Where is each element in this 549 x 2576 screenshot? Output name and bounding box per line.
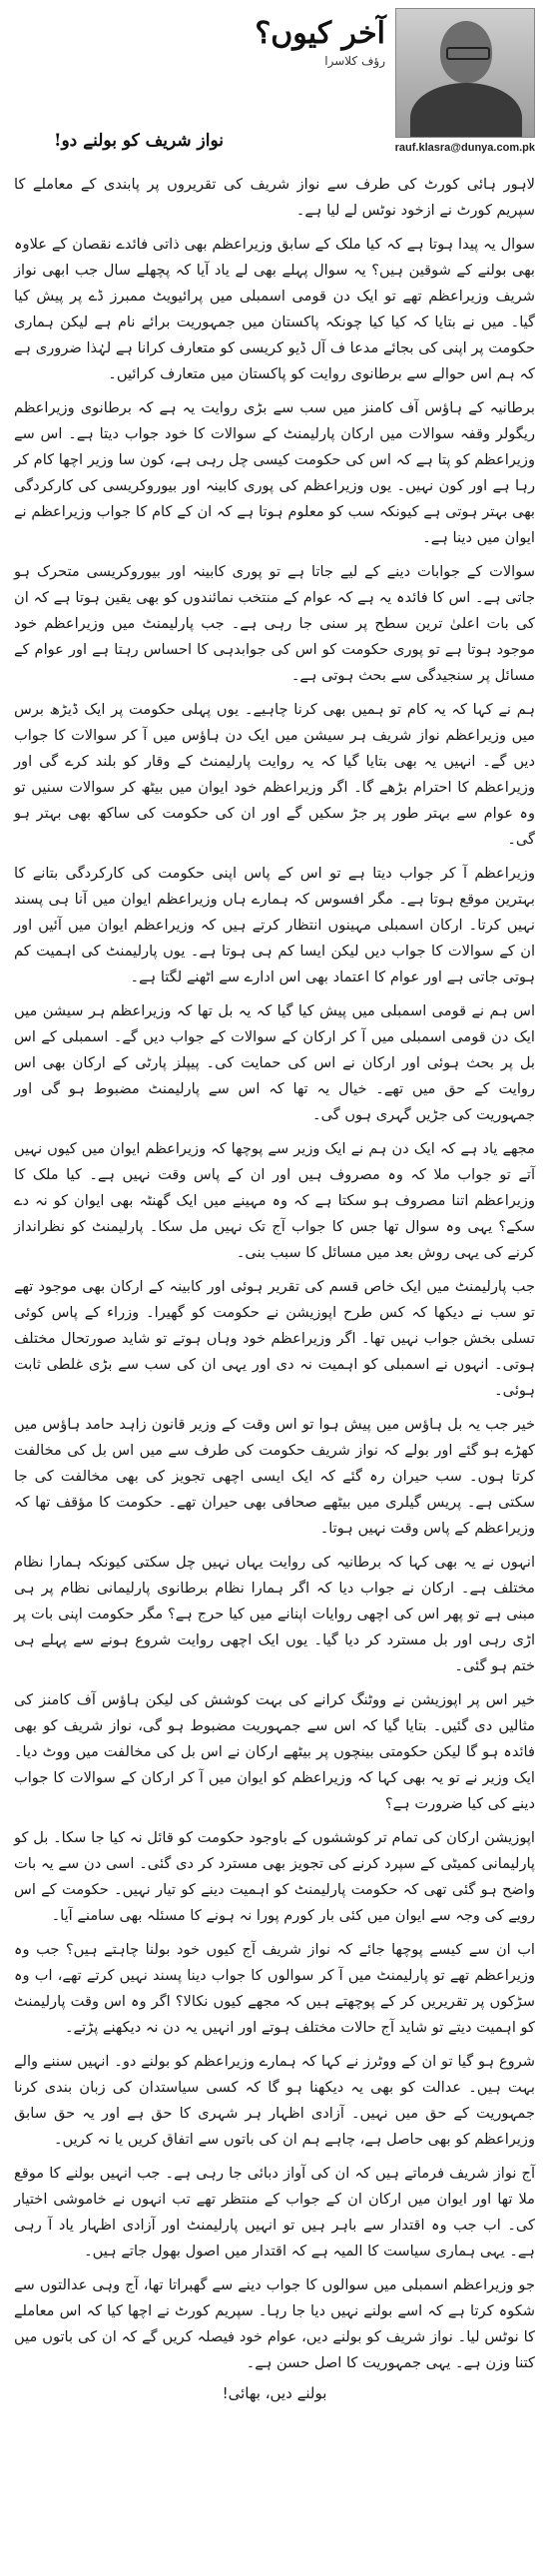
article-title: نواز شریف کو بولنے دو! [54,131,224,151]
column-brand-block [246,16,385,68]
author-photo [395,8,535,138]
paragraph: اپوزیشن ارکان کی تمام تر کوششوں کے باوجود حکومت کو قائل نہ کیا جا سکا۔ بل کو پارلیمانی کمیٹی کے سپرد کرنے کی تجویز بھی مسترد کر دی گئی۔ اسی دن سے یہ بات واضح ہو گئی تھی کہ حکومت پارلیمنٹ کو اہمیت دینے کو تیار نہیں۔ حکومت کے اس رویے کی وجہ سے ایوان میں کئی بار کورم پورا نہ ہونے کا مسئلہ بھی سامنے آیا۔ [14,1829,535,1924]
paragraph: وزیراعظم آ کر جواب دیتا ہے تو اس کے پاس اپنی حکومت کی کارکردگی بتانے کا بہترین موقع ہوتا ہے۔ مگر افسوس کہ ہمارے ہاں وزیراعظم ایوان میں آنا ہی پسند نہیں کرتا۔ ارکان اسمبلی مہینوں انتظار کرتے ہیں کہ وزیراعظم ایوان میں آئیں اور ان کے سوالات کا جواب دیں لیکن ایسا کم ہی ہوتا ہے۔ یوں پارلیمنٹ کی اہمیت کم ہوتی جاتی ہے اور عوام کا اعتماد بھی اس ادارے سے اٹھنے لگتا ہے۔ [14,865,535,985]
author-name: رؤف کلاسرا [324,54,385,68]
paragraph: مجھے یاد ہے کہ ایک دن ہم نے ایک وزیر سے پوچھا کہ وزیراعظم ایوان میں کیوں نہیں آتے تو جواب ملا کہ وہ مصروف ہیں اور ان کے پاس وقت نہیں ہے۔ کیا ملک کا وزیراعظم اتنا مصروف ہو سکتا ہے کہ وہ مہینے میں ایک گھنٹہ بھی ایوان کو نہ دے سکے؟ یہی وہ سوال تھا جس کا جواب آج تک نہیں مل سکا۔ پارلیمنٹ کو نظرانداز کرنے کی یہی روش بعد میں مسائل کا سبب بنی۔ [14,1140,535,1261]
paragraph: سوالات کے جوابات دینے کے لیے جاتا ہے تو پوری کابینہ اور بیوروکریسی متحرک ہو جاتی ہے۔ اس کا فائدہ یہ ہے کہ عوام کے منتخب نمائندوں کو بھی یقین ہوتا ہے کہ ان کی بات اعلیٰ ترین سطح پر سنی جا رہی ہے۔ جب پارلیمنٹ میں وزیراعظم خود موجود ہوتا ہے تو پوری حکومت کو اس کی جوابدہی کا احساس رہتا ہے اور عوام کے مسائل پر سنجیدگی سے بحث ہوتی ہے۔ [14,563,535,684]
paragraph: اب ان سے کیسے پوچھا جائے کہ نواز شریف آج کیوں خود بولنا چاہتے ہیں؟ جب وہ وزیراعظم تھے تو پارلیمنٹ میں آ کر سوالوں کا جواب دینا پسند نہیں کرتے تھے، اب وہ سڑکوں پر تقریریں کر کے پوچھتے ہیں کہ مجھے کیوں نکالا؟ اگر وہ اس وقت پارلیمنٹ کو اہمیت دیتے تو شاید آج حالات مختلف ہوتے اور انہیں یہ دن نہ دیکھنے پڑتے۔ [14,1941,535,2036]
paragraph: اس ہم نے قومی اسمبلی میں پیش کیا گیا کہ یہ بل تھا کہ وزیراعظم ہر سیشن میں ایک دن قومی اسمبلی میں آ کر ارکان کے سوالات کے جواب دیں گے۔ اسمبلی کے اس بل پر بحث ہوئی اور ارکان نے اس کی حمایت کی۔ پیپلز پارٹی کے ارکان بھی اس روایت کے حق میں تھے۔ خیال یہ تھا کہ اس سے پارلیمنٹ مضبوط ہو گی اور جمہوریت کی جڑیں گہری ہوں گی۔ [14,1002,535,1123]
paragraph: آج نواز شریف فرماتے ہیں کہ ان کی آواز دبائی جا رہی ہے۔ جب انہیں بولنے کا موقع ملا تھا اور ایوان میں ارکان ان کے جواب کے منتظر تھے تب انہوں نے خاموشی اختیار کی۔ اب جب وہ اقتدار سے باہر ہیں تو انہیں پارلیمنٹ اور آزادی اظہار یاد آ رہی ہے۔ یہی ہماری سیاست کا المیہ ہے کہ اقتدار میں اصول بھول جاتے ہیں۔ [14,2165,535,2259]
article-body [14,172,535,2376]
photo-glasses [446,47,490,60]
paragraph: برطانیہ کے ہاؤس آف کامنز میں سب سے بڑی روایت یہ ہے کہ برطانوی وزیراعظم ریگولر وقفہ سوالات میں ارکان پارلیمنٹ کے سوالات کا خود جواب دیتا ہے۔ اس سے وزیراعظم کو پتا ہے کہ اس کی حکومت کیسی چل رہی ہے، کون سا وزیر اچھا کام کر رہا ہے اور کون نہیں۔ یوں وزیراعظم کی پوری کابینہ اور بیوروکریسی کی کارکردگی بھی بہتر ہوتی ہے کیونکہ سب کو معلوم ہوتا ہے کہ ان کے کام کا جواب وزیراعظم نے ایوان میں دینا ہے۔ [14,399,535,546]
paragraph: لاہور ہائی کورٹ کی طرف سے نواز شریف کی تقریروں پر پابندی کے معاملے کا سپریم کورٹ نے ازخود نوٹس لے لیا ہے۔ [14,176,535,219]
paragraph: سوال یہ پیدا ہوتا ہے کہ کیا ملک کے سابق وزیراعظم بھی ذاتی فائدے نقصان کے علاوہ بھی بولنے کے شوقین ہیں؟ یہ سوال پہلے بھی لے یاد آیا کہ پچھلے سال جب ابھی نواز شریف وزیراعظم تھے تو ایک دن قومی اسمبلی میں پرائیویٹ ممبرز ڈے پر پیش کیا گیا۔ میں نے بتایا کہ کیا کیا چونکہ پاکستان میں جمہوریت برائے نام ہے لیکن ہماری حکومت پر اپنی کی بجائے مدعا ف آل ڈیو کریسی کو متعارف کرانا ہے لہٰذا ضروری ہے کہ ہم اس حوالے سے برطانوی روایت کو پاکستان میں متعارف کرائیں۔ [14,236,535,382]
paragraph: خیر اس پر اپوزیشن نے ووٹنگ کرانے کی بہت کوشش کی لیکن ہاؤس آف کامنز کی مثالیں دی گئیں۔ بتایا گیا کہ اس سے جمہوریت مضبوط ہو گی، نواز شریف کو بھی فائدہ ہو گا لیکن حکومتی بینچوں پر بیٹھے ارکان نے اس بل کی مخالفت میں ووٹ دیا۔ ایک وزیر نے تو یہ بھی کہا کہ وزیراعظم کو ایوان میں آ کر ارکان کے سوالات کا جواب دینے کی کیا ضرورت ہے؟ [14,1691,535,1812]
column-header [14,8,535,162]
paragraph: شروع ہو گیا تو ان کے ووٹرز نے کہا کہ ہمارے وزیراعظم کو بولنے دو۔ انہیں سننے والے بہت ہیں۔ عدالت کو بھی یہ دیکھنا ہو گا کہ کسی سیاستدان کی زبان بندی کرنا جمہوریت کے حق میں نہیں۔ آزادی اظہار ہر شہری کا حق ہے اور یہ حق سابق وزیراعظم کو بھی حاصل ہے، چاہے ہم ان کی باتوں سے اتفاق کریں یا نہ کریں۔ [14,2053,535,2148]
paragraph: جو وزیراعظم اسمبلی میں سوالوں کا جواب دینے سے گھبراتا تھا، آج وہی عدالتوں سے شکوہ کرتا ہے کہ اسے بولنے نہیں دیا جا رہا۔ سپریم کورٹ نے اچھا کیا کہ اس معاملے کا نوٹس لیا۔ نواز شریف کو بولنے دیں، عوام خود فیصلہ کریں گے کہ ان کی باتوں میں کتنا وزن ہے۔ یہی جمہوریت کا اصل حسن ہے۔ [14,2276,535,2371]
author-email: rauf.klasra@dunya.com.pk [394,142,535,154]
paragraph: جب پارلیمنٹ میں ایک خاص قسم کی تقریر ہوئی اور کابینہ کے ارکان بھی موجود تھے تو سب نے دیکھا کہ کس طرح اپوزیشن نے حکومت کو گھیرا۔ وزراء کے پاس کوئی تسلی بخش جواب نہیں تھا۔ اگر وزیراعظم خود وہاں ہوتے تو شاید صورتحال مختلف ہوتی۔ انہوں نے اسمبلی کو اہمیت نہ دی اور یہی ان کی سب سے بڑی غلطی ثابت ہوئی۔ [14,1278,535,1399]
paragraph: ہم نے کہا کہ یہ کام تو ہمیں بھی کرنا چاہیے۔ یوں پہلی حکومت پر ایک ڈیڑھ برس میں وزیراعظم نواز شریف ہر سیشن میں ایک دن ہاؤس میں آ کر سوالات کا جواب دیں گے۔ انہیں یہ بھی بتایا گیا کہ یہ روایت پارلیمنٹ کے وقار کو بلند کرے گی اور وزیراعظم کا احترام بڑھے گا۔ اگر وزیراعظم خود ایوان میں بیٹھ کر سوالات سنیں تو وہ عوام سے بہتر طور پر جڑ سکیں گے اور ان کی حکومت کی ساکھ بھی بہتر ہو گی۔ [14,701,535,848]
column-name: آخر کیوں؟ [255,16,385,51]
article-signoff: بولنے دیں، بھائی! [222,2384,327,2402]
photo-shoulders [410,83,522,138]
paragraph: انہوں نے یہ بھی کہا کہ برطانیہ کی روایت یہاں نہیں چل سکتی کیونکہ ہمارا نظام مختلف ہے۔ ارکان نے جواب دیا کہ اگر ہمارا نظام برطانوی پارلیمانی نظام پر ہی مبنی ہے تو پھر اس کی اچھی روایات اپنانے میں کیا حرج ہے؟ مگر حکومت اپنی بات پر اڑی رہی اور بل مسترد کر دیا گیا۔ یوں ایک اچھی روایت شروع ہونے سے پہلے ہی ختم ہو گئی۔ [14,1554,535,1674]
paragraph: خیر جب یہ بل ہاؤس میں پیش ہوا تو اس وقت کے وزیر قانون زاہد حامد ہاؤس میں کھڑے ہو گئے اور بولے کہ نواز شریف حکومت کی طرف سے میں اس بل کی مخالفت کرتا ہوں۔ سب حیران رہ گئے کہ ایک ایسی اچھی تجویز کی بھی مخالفت کی جا سکتی ہے۔ پریس گیلری میں بیٹھے صحافی بھی حیران تھے۔ حکومت کا مؤقف تھا کہ وزیراعظم کے پاس وقت نہیں ہوتا۔ [14,1416,535,1537]
